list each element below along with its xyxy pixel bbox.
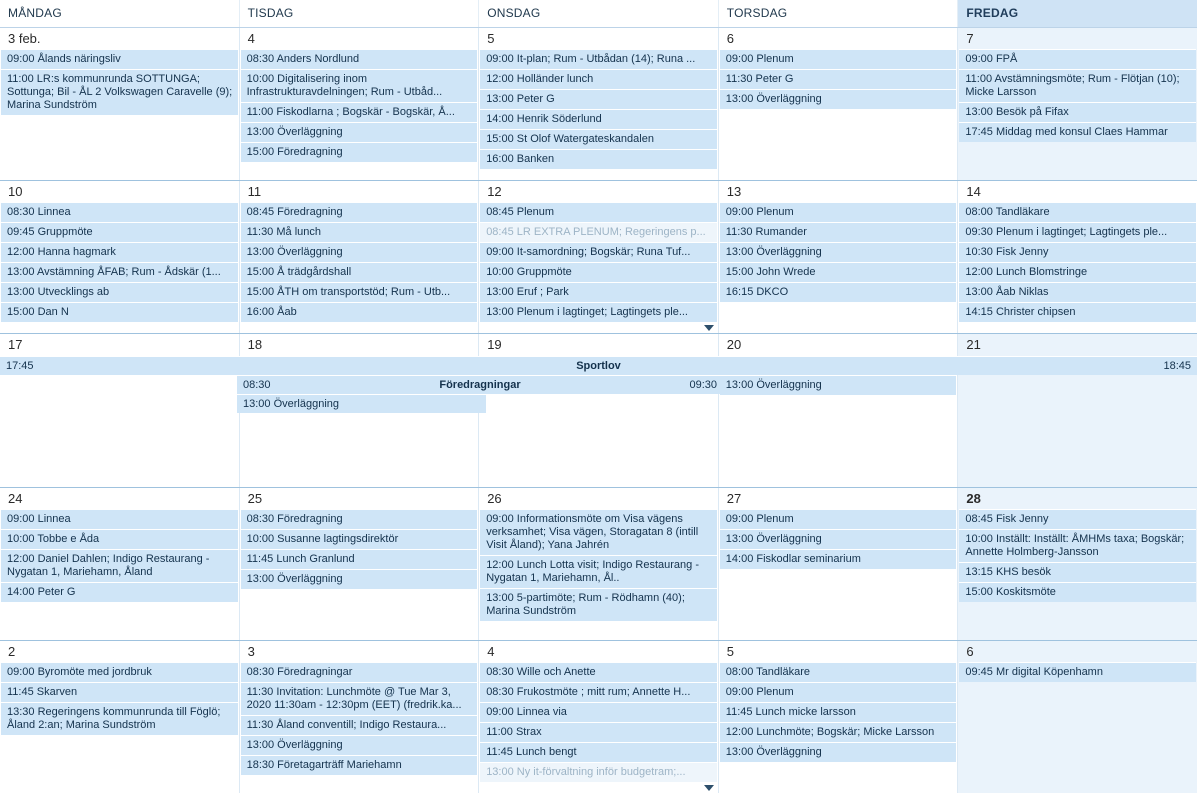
week-row [0,334,1197,487]
day-number: 21 [966,337,981,353]
calendar-event[interactable]: 13:00 Utvecklings ab [1,282,238,302]
calendar-event[interactable]: 12:00 Lunch Blomstringe [959,262,1196,282]
allday-end-time: 09:30 [689,379,717,392]
calendar-event[interactable]: 10:00 Gruppmöte [480,262,717,282]
day-number: 4 [487,643,495,659]
calendar-event[interactable]: 14:15 Christer chipsen [959,302,1196,322]
allday-span-row [0,375,1197,394]
calendar-event[interactable]: 13:00 Överläggning [241,569,478,589]
day-cell[interactable] [719,181,959,333]
day-number: 20 [726,337,742,353]
day-number: 19 [487,337,502,353]
day-events [958,509,1197,640]
allday-overlay [0,356,1197,413]
calendar-event[interactable]: 13:00 Överläggning [241,242,478,262]
week-row [0,641,1197,793]
day-cell[interactable] [479,28,719,180]
day-number: 25 [247,490,263,506]
calendar-event[interactable]: 15:00 Föredragning [241,142,478,162]
day-number: 10 [8,184,23,200]
day-events [240,202,479,333]
more-events-chevron-down-icon[interactable] [704,325,714,331]
calendar-event[interactable]: 10:30 Fisk Jenny [959,242,1196,262]
allday-end-time: 18:45 [1163,360,1191,373]
calendar-event[interactable]: 09:00 Ålands näringsliv [1,49,238,69]
day-number: 28 [966,490,981,506]
calendar-event[interactable]: 08:30 Föredragning [241,509,478,529]
allday-event-title: Sportlov [576,360,621,373]
calendar-event[interactable]: 15:00 John Wrede [720,262,957,282]
calendar-event[interactable]: 14:00 Henrik Söderlund [480,109,717,129]
allday-event-bar[interactable] [0,356,1197,375]
calendar-event[interactable]: 12:00 Lunch Lotta visit; Indigo Restaurang - Nygatan 1, Mariehamn, Ål.. [480,555,717,588]
day-events [0,509,239,640]
day-cell[interactable] [958,28,1197,180]
calendar-event[interactable]: 18:30 Företagarträff Mariehamn [241,755,478,775]
calendar-event[interactable]: 13:00 Eruf ; Park [480,282,717,302]
calendar-event[interactable]: 17:45 Middag med konsul Claes Hammar [959,122,1196,142]
weeks-container [0,28,1197,793]
calendar-event[interactable]: 11:30 Invitation: Lunchmöte @ Tue Mar 3, 2020 11:30am - 12:30pm (EET) (fredrik.ka... [241,682,478,715]
calendar-event[interactable]: 09:00 Linnea via [480,702,717,722]
calendar-event[interactable]: 14:00 Fiskodlar seminarium [720,549,957,569]
calendar-event[interactable]: 09:00 Plenum [720,682,957,702]
calendar-event[interactable]: 13:30 Regeringens kommunrunda till Föglö; Åland 2:an; Marina Sundström [1,702,238,735]
calendar-event[interactable]: 11:45 Skarven [1,682,238,702]
span-spacer [486,394,1197,413]
day-cell[interactable] [479,488,719,640]
allday-event-bar[interactable] [237,375,723,394]
allday-span-row [0,356,1197,375]
day-cell[interactable] [958,641,1197,793]
calendar-event[interactable]: 14:00 Peter G [1,582,238,602]
calendar-event[interactable]: 11:45 Lunch micke larsson [720,702,957,722]
day-cell[interactable] [240,181,480,333]
calendar-event[interactable]: 15:00 Dan N [1,302,238,322]
day-events [719,509,958,640]
day-events [479,509,718,640]
calendar-event[interactable]: 15:00 ÅTH om transportstöd; Rum - Utb... [241,282,478,302]
calendar-event[interactable]: 13:00 Överläggning [241,735,478,755]
calendar-event[interactable]: 10:00 Inställt: Inställt: ÅMHMs taxa; Bogskär; Annette Holmberg-Jansson [959,529,1196,562]
calendar-event[interactable]: 08:30 Wille och Anette [480,662,717,682]
day-events [958,662,1197,793]
day-events [958,202,1197,333]
calendar-event[interactable]: 13:00 5-partimöte; Rum - Rödhamn (40); Marina Sundström [480,588,717,621]
allday-event-bar[interactable] [237,394,486,413]
calendar-event[interactable]: 16:00 Åab [241,302,478,322]
calendar-event[interactable]: 13:00 Avstämning ÅFAB; Rum - Ådskär (1... [1,262,238,282]
day-events [479,49,718,180]
day-events [719,49,958,180]
weekday-header-torsdag[interactable]: TORSDAG [719,0,959,27]
calendar-event[interactable]: 11:30 Må lunch [241,222,478,242]
calendar-event[interactable]: 08:45 Plenum [480,202,717,222]
day-cell[interactable] [479,181,719,333]
day-cell[interactable] [240,488,480,640]
calendar-event[interactable]: 11:00 Avstämningsmöte; Rum - Flötjan (10); Micke Larsson [959,69,1196,102]
calendar-event[interactable]: 13:00 Överläggning [720,375,957,395]
day-number: 13 [726,184,742,200]
calendar-event[interactable]: 11:30 Rumander [720,222,957,242]
allday-start-time: 08:30 [243,379,271,392]
calendar-event[interactable]: 13:15 KHS besök [959,562,1196,582]
day-number: 5 [487,31,495,46]
day-events [0,202,239,333]
allday-event-title: Föredragningar [439,379,521,392]
calendar-event[interactable]: 13:00 Överläggning [720,742,957,762]
day-number: 18 [247,337,263,353]
weekday-header-fredag[interactable]: FREDAG [958,0,1197,27]
calendar-event[interactable]: 08:30 Föredragningar [241,662,478,682]
calendar-event[interactable]: 13:00 Besök på Fifax [959,102,1196,122]
calendar-event[interactable]: 08:45 Fisk Jenny [959,509,1196,529]
calendar-event[interactable]: 15:00 Koskitsmöte [959,582,1196,602]
calendar-event[interactable]: 12:00 Holländer lunch [480,69,717,89]
calendar-event[interactable]: 09:00 Plenum [720,49,957,69]
calendar-event[interactable]: 09:00 FPÅ [959,49,1196,69]
day-events [0,49,239,180]
day-number: 27 [726,490,742,506]
span-spacer [723,375,1197,394]
calendar-event[interactable]: 09:00 Linnea [1,509,238,529]
weekday-header-tisdag[interactable]: TISDAG [240,0,480,27]
allday-start-time: 17:45 [6,360,34,373]
more-events-chevron-down-icon[interactable] [704,785,714,791]
day-cell[interactable] [0,488,240,640]
calendar-event[interactable]: 12:00 Daniel Dahlen; Indigo Restaurang - Nygatan 1, Mariehamn, Åland [1,549,238,582]
calendar-event[interactable]: 10:00 Susanne lagtingsdirektör [241,529,478,549]
calendar-event[interactable]: 13:00 Peter G [480,89,717,109]
span-spacer [0,375,237,394]
span-spacer [0,394,237,413]
day-cell[interactable] [958,181,1197,333]
weekday-header-mandag[interactable]: MÅNDAG [0,0,240,27]
calendar-event[interactable]: 13:00 Överläggning [720,529,957,549]
calendar-event[interactable]: 09:45 Gruppmöte [1,222,238,242]
week-row [0,488,1197,641]
day-cell[interactable] [958,488,1197,640]
calendar-event[interactable]: 11:30 Åland conventill; Indigo Restaura... [241,715,478,735]
calendar-event[interactable]: 13:00 Överläggning [720,242,957,262]
weekday-header-onsdag[interactable]: ONSDAG [479,0,719,27]
day-events [240,662,479,793]
day-cell[interactable] [719,28,959,180]
calendar-event[interactable]: 08:30 Anders Nordlund [241,49,478,69]
day-number: 12 [487,184,502,200]
calendar-event[interactable]: 15:00 St Olof Watergateskandalen [480,129,717,149]
calendar-event[interactable]: 09:45 Mr digital Köpenhamn [959,662,1196,682]
calendar-event[interactable]: 11:00 LR:s kommunrunda SOTTUNGA; Sottunga; Bil - ÅL 2 Volkswagen Caravelle (9); Marina Sundström [1,69,238,115]
calendar-event[interactable]: 11:45 Lunch Granlund [241,549,478,569]
day-events [479,202,718,333]
day-events [958,49,1197,180]
calendar-event[interactable]: 08:30 Frukostmöte ; mitt rum; Annette H... [480,682,717,702]
calendar-event[interactable]: 08:45 LR EXTRA PLENUM; Regeringens p... [480,222,717,242]
day-events [719,202,958,333]
calendar-event[interactable]: 09:00 Informationsmöte om Visa vägens verksamhet; Visa vägen, Storagatan 8 (intill Visit Åland); Yana Jahrén [480,509,717,555]
calendar-event[interactable]: 13:00 Plenum i lagtinget; Lagtingets ple... [480,302,717,322]
calendar-event[interactable]: 09:00 Plenum [720,202,957,222]
day-number: 3 feb. [8,31,41,46]
day-number: 4 [247,31,255,46]
calendar-event[interactable]: 08:00 Tandläkare [959,202,1196,222]
day-cell[interactable] [0,181,240,333]
day-number: 17 [8,337,23,353]
day-cell[interactable] [479,641,719,793]
calendar-event[interactable]: 11:00 Fiskodlarna ; Bogskär - Bogskär, Å... [241,102,478,122]
day-number: 7 [966,31,974,46]
day-cell[interactable] [240,28,480,180]
day-cell[interactable] [719,488,959,640]
calendar-event[interactable]: 09:00 It-samordning; Bogskär; Runa Tuf... [480,242,717,262]
calendar-event[interactable]: 13:00 Åab Niklas [959,282,1196,302]
calendar-event[interactable]: 08:45 Föredragning [241,202,478,222]
calendar-event[interactable]: 16:00 Banken [480,149,717,169]
calendar-event[interactable]: 15:00 Å trädgårdshall [241,262,478,282]
week-row [0,28,1197,181]
calendar-event[interactable]: 09:30 Plenum i lagtinget; Lagtingets ple... [959,222,1196,242]
day-events [719,662,958,793]
day-number: 14 [966,184,981,200]
day-events [240,509,479,640]
calendar-event[interactable]: 11:00 Strax [480,722,717,742]
calendar-event[interactable]: 13:00 Överläggning [241,122,478,142]
calendar-event[interactable]: 10:00 Tobbe e Åda [1,529,238,549]
day-cell[interactable] [0,641,240,793]
weekday-header-row [0,0,1197,28]
calendar-event[interactable]: 12:00 Lunchmöte; Bogskär; Micke Larsson [720,722,957,742]
day-events [479,662,718,793]
calendar-event[interactable]: 10:00 Digitalisering inom Infrastrukturavdelningen; Rum - Utbåd... [241,69,478,102]
day-number: 6 [726,31,735,46]
week-row [0,181,1197,334]
calendar-event[interactable]: 09:00 It-plan; Rum - Utbådan (14); Runa ... [480,49,717,69]
calendar-event[interactable]: 09:00 Plenum [720,509,957,529]
calendar-event[interactable]: 12:00 Hanna hagmark [1,242,238,262]
calendar-event[interactable]: 08:30 Linnea [1,202,238,222]
day-events [0,662,239,793]
day-number: 2 [8,643,16,659]
calendar-event[interactable]: 09:00 Byromöte med jordbruk [1,662,238,682]
day-number: 6 [966,643,974,659]
calendar-event[interactable]: 08:00 Tandläkare [720,662,957,682]
day-cell[interactable] [719,641,959,793]
day-number: 26 [487,490,502,506]
allday-span-row [0,394,1197,413]
day-number: 11 [247,184,262,200]
day-events [240,49,479,180]
allday-event-title: 13:00 Överläggning [243,398,340,411]
day-number: 3 [247,643,255,659]
day-cell[interactable] [240,641,480,793]
calendar-event[interactable]: 16:15 DKCO [720,282,957,302]
calendar-event[interactable]: 11:30 Peter G [720,69,957,89]
calendar-event[interactable]: 11:45 Lunch bengt [480,742,717,762]
day-number: 5 [726,643,735,659]
calendar-event[interactable]: 13:00 Ny it-förvaltning inför budgetram;... [480,762,717,782]
day-number: 24 [8,490,23,506]
calendar-event[interactable]: 13:00 Överläggning [720,89,957,109]
day-cell[interactable] [0,28,240,180]
